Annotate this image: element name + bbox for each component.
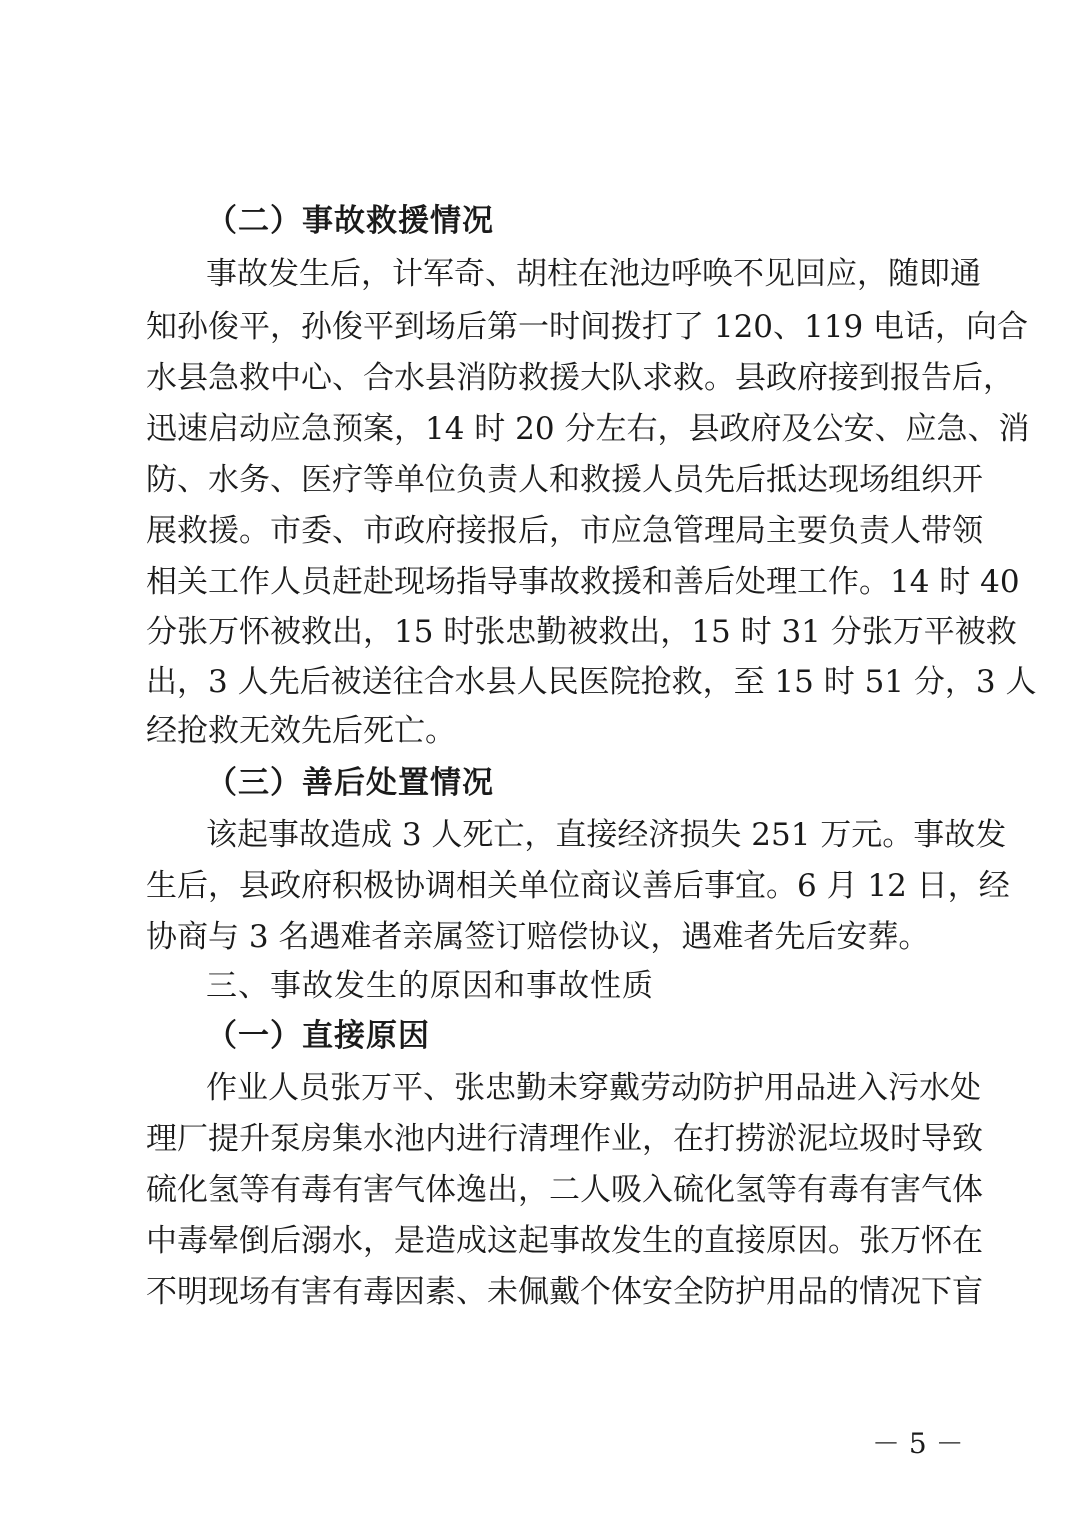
section-heading-direct-cause: （一）直接原因: [206, 1018, 430, 1054]
rescue-paragraph-line: 经抢救无效先后死亡。: [146, 713, 456, 749]
rescue-paragraph-line: 相关工作人员赶赴现场指导事故救援和善后处理工作。14 时 40: [146, 564, 1020, 600]
section-heading-aftermath: （三）善后处置情况: [206, 765, 494, 801]
aftermath-paragraph-line: 协商与 3 名遇难者亲属签订赔偿协议，遇难者先后安葬。: [146, 919, 930, 955]
direct-cause-paragraph-line: 硫化氢等有毒有害气体逸出，二人吸入硫化氢等有毒有害气体: [146, 1172, 983, 1208]
rescue-paragraph-line: 分张万怀被救出，15 时张忠勤被救出，15 时 31 分张万平被救: [146, 614, 1017, 650]
rescue-paragraph-line: 知孙俊平，孙俊平到场后第一时间拨打了 120、119 电话，向合: [146, 309, 1029, 345]
direct-cause-paragraph-line: 理厂提升泵房集水池内进行清理作业，在打捞淤泥垃圾时导致: [146, 1121, 983, 1157]
section-heading-rescue: （二）事故救援情况: [206, 203, 494, 239]
rescue-paragraph-line: 防、水务、医疗等单位负责人和救援人员先后抵达现场组织开: [146, 462, 983, 498]
aftermath-paragraph-line: 该起事故造成 3 人死亡，直接经济损失 251 万元。事故发: [206, 817, 1007, 853]
rescue-paragraph-line: 迅速启动应急预案，14 时 20 分左右，县政府及公安、应急、消: [146, 411, 1030, 447]
direct-cause-paragraph-line: 不明现场有害有毒因素、未佩戴个体安全防护用品的情况下盲: [146, 1274, 983, 1310]
aftermath-paragraph-line: 生后，县政府积极协调相关单位商议善后事宜。6 月 12 日，经: [146, 868, 1010, 904]
rescue-paragraph-line: 水县急救中心、合水县消防救援大队求救。县政府接到报告后，: [146, 360, 1014, 396]
rescue-paragraph-line: 事故发生后，计军奇、胡柱在池边呼唤不见回应，随即通: [206, 256, 981, 292]
rescue-paragraph-line: 出，3 人先后被送往合水县人民医院抢救，至 15 时 51 分，3 人: [146, 664, 1037, 700]
rescue-paragraph-line: 展救援。市委、市政府接报后，市应急管理局主要负责人带领: [146, 513, 983, 549]
direct-cause-paragraph-line: 作业人员张万平、张忠勤未穿戴劳动防护用品进入污水处: [206, 1070, 981, 1106]
page-number: － 5 －: [872, 1427, 964, 1460]
section-heading-causes: 三、事故发生的原因和事故性质: [206, 968, 654, 1004]
direct-cause-paragraph-line: 中毒晕倒后溺水，是造成这起事故发生的直接原因。张万怀在: [146, 1223, 983, 1259]
